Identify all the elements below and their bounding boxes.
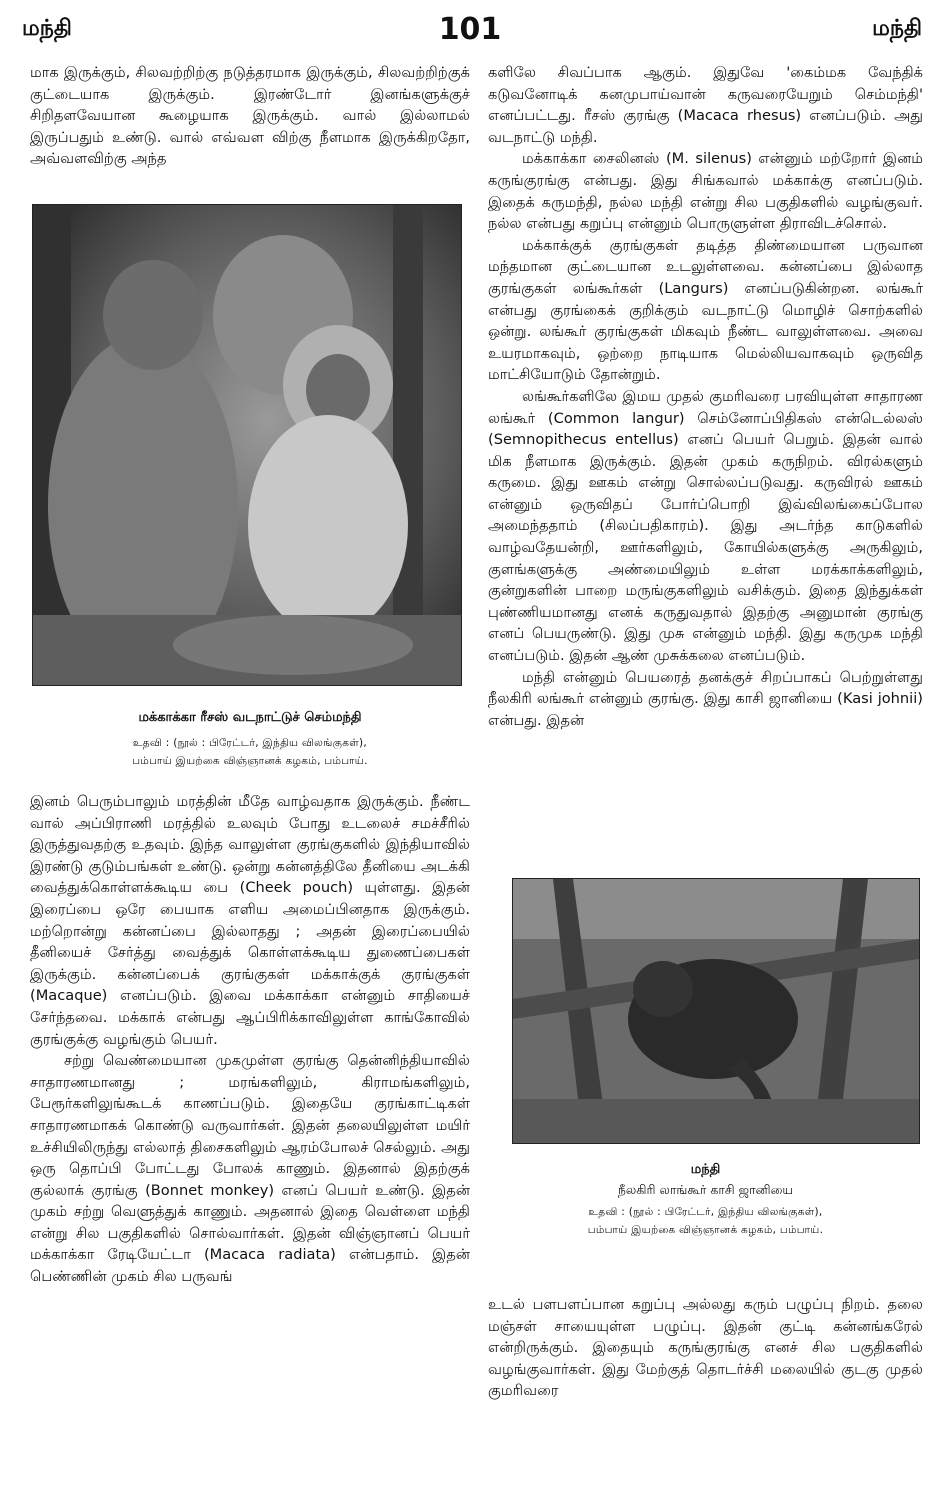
right-column-bottom-text bbox=[488, 1294, 923, 1402]
running-head-left: மந்தி bbox=[22, 16, 72, 41]
figure2-caption-title: மந்தி bbox=[690, 1162, 721, 1177]
paragraph: இனம் பெரும்பாலும் மரத்தின் மீதே வாழ்வதாக இருக்கும். நீண்ட வால் அப்பிராணி மரத்தில் உலவும் போது உடலைச் சமச்சீரில் இருத்துவதற்கு உதவும். இந்த வாலுள்ள குரங்குகளில் இந்தியாவில் இரண்டு குடும்பங்கள் உண்டு. ஒன்று கன்னத்திலே தீனியை அடக்கி வைத்துக்கொள்ளக்கூடிய பை (Cheek pouch) யுள்ளது. இதன் இரைப்பை ஒரே பையாக எளிய அமைப்பினதாக இருக்கும். மற்றொன்று கன்னப்பை இல்லாதது ; அதன் இரைப்பையில் தீனியைச் சேர்த்து வைத்துக் கொள்ளக்கூடிய துணைப்பைகள் இருக்கும். கன்னப்பைக் குரங்குகள் மக்காக்குக் குரங்குகள் (Macaque) எனப்படும். இவை மக்காக்கா என்னும் சாதியைச் சேர்ந்தவை. மக்காக் என்பது ஆப்பிரிக்காவிலுள்ள காங்கோவில் குரங்குக்கு வழங்கும் பெயர். bbox=[30, 793, 470, 1048]
page-number: 101 bbox=[438, 12, 502, 47]
left-column-top-text bbox=[30, 62, 470, 170]
page-header bbox=[0, 12, 940, 52]
right-column-top-text bbox=[488, 62, 923, 731]
figure2-caption bbox=[488, 1160, 923, 1239]
left-column-bottom-text bbox=[30, 791, 470, 1288]
figure1-credit-line2: பம்பாய் இயற்கை விஞ்ஞானக் கழகம், பம்பாய். bbox=[132, 755, 368, 767]
paragraph: மக்காக்கா சைலினஸ் (M. silenus) என்னும் மற்றோர் இனம் கருங்குரங்கு என்பது. இது சிங்கவால் மக்காக்கு எனப்படும். இதைக் கருமந்தி, நல்ல மந்தி என்று சில பகுதிகளில் வழங்குவர். நல்ல என்பது கறுப்பு என்னும் பொருளுள்ள திராவிடச்சொல். bbox=[488, 150, 923, 233]
figure2-credit-line1: உதவி : (நூல் : பிரேட்டர், இந்திய விலங்குகள்), bbox=[588, 1206, 823, 1218]
figure2-caption-subtitle: நீலகிரி லாங்கூர் காசி ஜானியை bbox=[617, 1182, 794, 1197]
figure1-credit-line1: உதவி : (நூல் : பிரேட்டர், இந்திய விலங்குகள்), bbox=[132, 737, 368, 749]
paragraph: மக்காக்குக் குரங்குகள் தடித்த திண்மையான பருவான மந்தமான குட்டையான உடலுள்ளவை. கன்னப்பை இல்லாத குரங்குகள் லங்கூர்கள் (Langurs) எனப்படுகின்றன. லங்கூர் என்பது குரங்கைக் குறிக்கும் வடநாட்டு மொழிச் சொற்களில் ஒன்று. லங்கூர் குரங்குகள் மிகவும் நீண்ட வாலுள்ளவை. அவை உயரமாகவும், ஒற்றை நாடியாக மெல்லியவாகவும் ஒருவித மாட்சியோடும் தோன்றும். bbox=[488, 236, 923, 384]
running-head-right: மந்தி bbox=[872, 16, 922, 41]
figure1-caption bbox=[30, 708, 470, 770]
paragraph: சற்று வெண்மையான முகமுள்ள குரங்கு தென்னிந்தியாவில் சாதாரணமானது ; மரங்களிலும், கிராமங்களிலும், பேரூர்களிலுங்கூடக் காணப்படும். இதையே குரங்காட்டிகள் சாதாரணமாகக் கொண்டு வருவார்கள். இதன் தலையிலுள்ள மயிர் உச்சியிலிருந்து எல்லாத் திசைகளிலும் ஆரம்போலச் செல்லும். அது ஒரு தொப்பி போட்டது போலக் காணும். இதனால் இதற்குக் குல்லாக் குரங்கு (Bonnet monkey) எனப் பெயர் உண்டு. இதன் முகம் சற்று வெளுத்துக் காணும். அதனால் இதை வெள்ளை மந்தி என்று சில பகுதிகளில் சொல்வார்கள். இதன் விஞ்ஞானப் பெயர் மக்காக்கா ரேடியேட்டா (Macaca radiata) என்பதாம். இதன் பெண்ணின் முகம் சில பருவங் bbox=[30, 1052, 470, 1286]
paragraph: மாக இருக்கும், சிலவற்றிற்கு நடுத்தரமாக இருக்கும், சிலவற்றிற்குக் குட்டையாக இருக்கும். இரண்டோர் இனங்களுக்குச் சிறிதளவேயான கூழையாக இருக்கும். வால் இல்லாமல் இருப்பதும் உண்டு. வால் எவ்வள விற்கு நீளமாக இருக்கிறதோ, அவ்வளவிற்கு அந்த bbox=[30, 64, 470, 168]
rhesus-macaque-photo bbox=[32, 204, 462, 686]
paragraph: லங்கூர்களிலே இமய முதல் குமரிவரை பரவியுள்ள சாதாரண லங்கூர் (Common langur) செம்னோப்பிதிகஸ் என்டெல்லஸ் (Semnopithecus entellus) எனப் பெயர் பெறும். இதன் வால் மிக நீளமாக இருக்கும். இதன் முகம் கருநிறம். விரல்களும் கருமை. இது ஊகம் என்று சொல்லப்படுவது. கருவிரல் ஊகம் என்னும் ஒருவிதப் போர்ப்பொறி இவ்விலங்கைப்போல அமைந்ததாம் (சிலப்பதிகாரம்). இது அடர்ந்த காடுகளில் வாழ்வதேயன்றி, ஊர்களிலும், கோயில்களுக்கு அருகிலும், குளங்களுக்கு அண்மையிலும் உள்ள மரக்காக்களிலும், குன்றுகளின் பாறை மருங்குகளிலும் வசிக்கும். இதை இந்துக்கள் புண்ணியமானது எனக் கருதுவதால் இதற்கு அனுமான் குரங்கு எனப் பெயருண்டு. இது முசு என்னும் மந்தி. இது கருமுக மந்தி எனப்படும். இதன் ஆண் முசுக்கலை எனப்படும். bbox=[488, 387, 923, 665]
nilgiri-langur-photo bbox=[512, 878, 920, 1144]
figure2-credit-line2: பம்பாய் இயற்கை விஞ்ஞானக் கழகம், பம்பாய். bbox=[587, 1224, 824, 1236]
paragraph: உடல் பளபளப்பான கறுப்பு அல்லது கரும் பழுப்பு நிறம். தலை மஞ்சள் சாயையுள்ள பழுப்பு. இதன் குட்டி கன்னங்கரேல் என்றிருக்கும். இதையும் கருங்குரங்கு எனச் சில பகுதிகளில் வழங்குவார்கள். இது மேற்குத் தொடர்ச்சி மலையில் குடகு முதல் குமரிவரை bbox=[488, 1296, 923, 1400]
figure1-caption-title: மக்காக்கா ரீசஸ் வடநாட்டுச் செம்மந்தி bbox=[138, 710, 362, 725]
paragraph: மந்தி என்னும் பெயரைத் தனக்குச் சிறப்பாகப் பெற்றுள்ளது நீலகிரி லங்கூர் என்னும் குரங்கு. இது காசி ஜானியை (Kasi johnii) என்பது. இதன் bbox=[488, 668, 923, 729]
paragraph: களிலே சிவப்பாக ஆகும். இதுவே 'கைம்மக வேந்திக் கடுவனோடிக் கனமுபாய்வான் கருவரையேறும் செம்மந்தி' எனப்பட்டது. ரீசஸ் குரங்கு (Macaca rhesus) எனப்படும். அது வடநாட்டு மந்தி. bbox=[488, 64, 923, 146]
